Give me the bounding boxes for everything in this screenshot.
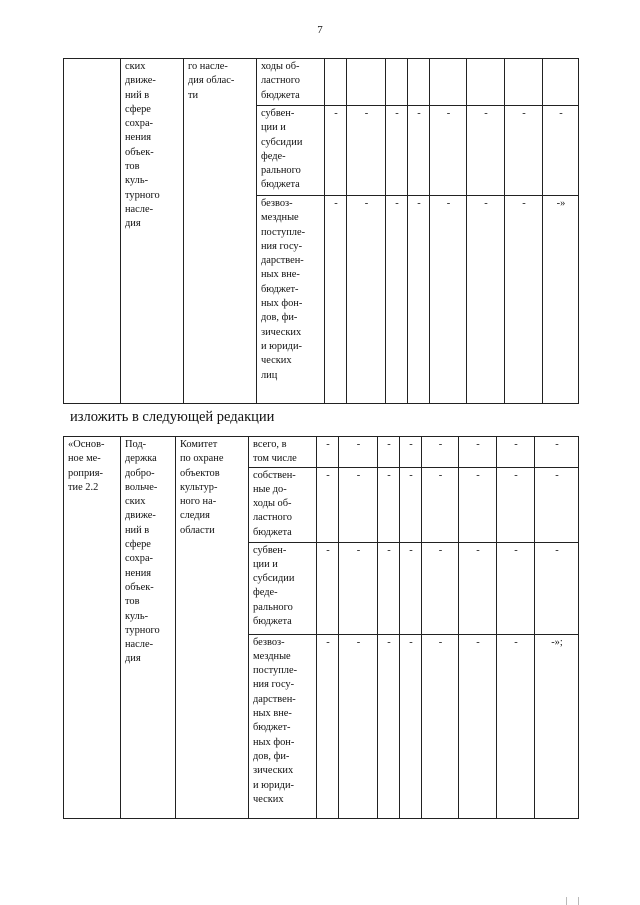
cell-line: ских bbox=[125, 496, 146, 508]
cell-line: Под- bbox=[125, 439, 147, 450]
budget-table-new-edition bbox=[63, 436, 579, 819]
cell-line: куль- bbox=[125, 610, 149, 622]
cell-line: движе- bbox=[125, 75, 156, 87]
cell-line: объек- bbox=[125, 146, 154, 158]
cell-line: мездные bbox=[253, 650, 291, 662]
cell-line: «Основ- bbox=[68, 439, 105, 450]
cell-line: бюджета bbox=[261, 179, 300, 191]
cell-line: насле- bbox=[125, 639, 154, 651]
cell-line: тов bbox=[125, 596, 140, 608]
value-cell: - bbox=[378, 437, 400, 468]
executor-cell bbox=[176, 437, 249, 819]
cell-line: дарствен- bbox=[261, 255, 304, 267]
value-cell: - bbox=[325, 106, 347, 196]
value-cell: - bbox=[422, 437, 459, 468]
value-cell: - bbox=[347, 196, 386, 404]
cell-line: ния госу- bbox=[261, 240, 303, 252]
value-cell: - bbox=[422, 634, 459, 818]
cell-line: зических bbox=[261, 326, 302, 338]
value-cell: - bbox=[378, 542, 400, 634]
activity-name-cell bbox=[121, 59, 184, 404]
cell-line: рального bbox=[261, 165, 301, 177]
cell-line: ходы об- bbox=[253, 498, 292, 510]
cell-line: Комитет bbox=[180, 439, 218, 450]
value-cell: - bbox=[535, 437, 579, 468]
cell-line: лиц bbox=[261, 369, 278, 381]
value-cell bbox=[325, 59, 347, 106]
cell-line: собствен- bbox=[253, 469, 296, 481]
cell-line: ных фон- bbox=[261, 298, 303, 310]
cell-line: дарствен- bbox=[253, 693, 296, 705]
value-cell bbox=[386, 59, 408, 106]
cell-line: бюджета bbox=[253, 616, 292, 628]
value-cell: - bbox=[467, 196, 505, 404]
value-cell bbox=[347, 59, 386, 106]
cell-line: бюджета bbox=[261, 89, 300, 101]
cell-line: нения bbox=[125, 567, 152, 579]
funding-source-cell bbox=[249, 634, 317, 818]
cell-line: безвоз- bbox=[261, 198, 293, 209]
cell-line: ходы об- bbox=[261, 61, 300, 72]
cell-line: ных вне- bbox=[261, 269, 300, 281]
cell-line: субвен- bbox=[253, 544, 287, 556]
value-cell: - bbox=[347, 106, 386, 196]
cell-line: области bbox=[180, 524, 215, 536]
cell-line: тов bbox=[125, 161, 140, 173]
cell-line: бюджет- bbox=[261, 283, 299, 295]
funding-source-cell bbox=[249, 437, 317, 468]
value-cell: - bbox=[339, 542, 378, 634]
funding-source-cell bbox=[257, 59, 325, 106]
cell-line: субсидии bbox=[261, 136, 303, 148]
cell-line: ных фон- bbox=[253, 736, 295, 748]
value-cell: - bbox=[400, 542, 422, 634]
cell-line: ного на- bbox=[180, 496, 217, 508]
cell-line: и юриди- bbox=[253, 779, 294, 791]
value-cell bbox=[505, 59, 543, 106]
event-name-cell bbox=[64, 437, 121, 819]
funding-source-cell bbox=[257, 106, 325, 196]
edition-caption: изложить в следующей редакции bbox=[70, 409, 275, 425]
cell-line: бюджет- bbox=[253, 722, 291, 734]
value-cell bbox=[408, 59, 430, 106]
executor-cell bbox=[184, 59, 257, 404]
value-cell: - bbox=[400, 467, 422, 542]
value-cell: - bbox=[467, 106, 505, 196]
cell-line: объектов bbox=[180, 467, 220, 479]
cell-line: всего, в bbox=[253, 439, 287, 450]
funding-source-cell bbox=[249, 467, 317, 542]
value-cell: - bbox=[317, 634, 339, 818]
cell-line: ции и bbox=[261, 122, 286, 134]
value-cell: - bbox=[325, 196, 347, 404]
value-cell: - bbox=[378, 467, 400, 542]
value-cell: - bbox=[386, 196, 408, 404]
cell-line: ческих bbox=[261, 355, 292, 367]
value-cell: - bbox=[505, 106, 543, 196]
value-cell: - bbox=[505, 196, 543, 404]
cell-line: ти bbox=[188, 89, 199, 101]
value-cell: -»; bbox=[535, 634, 579, 818]
cell-line: ции и bbox=[253, 558, 278, 570]
cell-line: субвен- bbox=[261, 108, 295, 119]
value-cell bbox=[467, 59, 505, 106]
cell-line: турного bbox=[125, 189, 160, 201]
cell-line: вольче- bbox=[125, 481, 158, 493]
cell-line: дов, фи- bbox=[253, 750, 290, 762]
value-cell: - bbox=[400, 437, 422, 468]
cell-line: дия bbox=[125, 653, 141, 665]
cell-line: культур- bbox=[180, 481, 218, 493]
value-cell: - bbox=[317, 467, 339, 542]
cell-line: ные до- bbox=[253, 483, 287, 495]
value-cell: - bbox=[535, 542, 579, 634]
cell-line: сфере bbox=[125, 103, 151, 115]
cell-line: по охране bbox=[180, 453, 224, 465]
cell-line: движе- bbox=[125, 510, 156, 522]
cell-line: мездные bbox=[261, 212, 299, 224]
value-cell bbox=[543, 59, 579, 106]
cell-line: объек- bbox=[125, 581, 154, 593]
event-name-cell bbox=[64, 59, 121, 404]
value-cell: - bbox=[535, 467, 579, 542]
activity-name-cell bbox=[121, 437, 176, 819]
cell-line: и юриди- bbox=[261, 340, 302, 352]
value-cell: - bbox=[339, 437, 378, 468]
cell-line: ских bbox=[125, 61, 146, 72]
value-cell bbox=[430, 59, 467, 106]
cell-line: ное ме- bbox=[68, 453, 101, 465]
value-cell: - bbox=[400, 634, 422, 818]
value-cell: - bbox=[459, 542, 497, 634]
value-cell: - bbox=[422, 467, 459, 542]
value-cell: - bbox=[317, 437, 339, 468]
cell-line: нения bbox=[125, 132, 152, 144]
cell-line: ластного bbox=[253, 512, 292, 524]
value-cell: - bbox=[422, 542, 459, 634]
funding-source-cell bbox=[249, 542, 317, 634]
cell-line: субсидии bbox=[253, 573, 295, 585]
budget-table-old-edition bbox=[63, 58, 579, 404]
value-cell: - bbox=[497, 437, 535, 468]
cell-line: ний в bbox=[125, 524, 150, 536]
cell-line: держка bbox=[125, 453, 157, 465]
cell-line: феде- bbox=[261, 150, 286, 162]
cell-line: рального bbox=[253, 601, 293, 613]
value-cell: - bbox=[317, 542, 339, 634]
value-cell: - bbox=[497, 634, 535, 818]
value-cell: - bbox=[386, 106, 408, 196]
cell-line: поступле- bbox=[261, 226, 306, 238]
footer-marks: | | bbox=[566, 896, 584, 905]
page-number: 7 bbox=[317, 24, 323, 36]
cell-line: ния госу- bbox=[253, 679, 295, 691]
value-cell: - bbox=[339, 634, 378, 818]
cell-line: ластного bbox=[261, 75, 300, 87]
value-cell: - bbox=[497, 467, 535, 542]
value-cell: -» bbox=[543, 196, 579, 404]
value-cell: - bbox=[543, 106, 579, 196]
value-cell: - bbox=[339, 467, 378, 542]
cell-line: сохра- bbox=[125, 118, 154, 130]
funding-source-cell bbox=[257, 196, 325, 404]
cell-line: поступле- bbox=[253, 665, 298, 677]
value-cell: - bbox=[408, 196, 430, 404]
value-cell: - bbox=[459, 634, 497, 818]
value-cell: - bbox=[378, 634, 400, 818]
value-cell: - bbox=[430, 106, 467, 196]
cell-line: бюджета bbox=[253, 526, 292, 538]
cell-line: зических bbox=[253, 765, 294, 777]
cell-line: ний в bbox=[125, 89, 150, 101]
cell-line: дия bbox=[125, 218, 141, 230]
cell-line: го насле- bbox=[188, 61, 228, 72]
value-cell: - bbox=[408, 106, 430, 196]
cell-line: сохра- bbox=[125, 553, 154, 565]
cell-line: феде- bbox=[253, 587, 278, 599]
cell-line: дов, фи- bbox=[261, 312, 298, 324]
cell-line: куль- bbox=[125, 175, 149, 187]
cell-line: насле- bbox=[125, 203, 154, 215]
cell-line: дия облас- bbox=[188, 75, 235, 87]
value-cell: - bbox=[430, 196, 467, 404]
cell-line: роприя- bbox=[68, 467, 103, 479]
cell-line: ных вне- bbox=[253, 708, 292, 720]
value-cell: - bbox=[497, 542, 535, 634]
value-cell: - bbox=[459, 437, 497, 468]
value-cell: - bbox=[459, 467, 497, 542]
cell-line: том числе bbox=[253, 453, 297, 465]
cell-line: сфере bbox=[125, 539, 151, 551]
cell-line: ческих bbox=[253, 793, 284, 805]
cell-line: турного bbox=[125, 624, 160, 636]
cell-line: следия bbox=[180, 510, 210, 522]
cell-line: тие 2.2 bbox=[68, 481, 99, 493]
cell-line: добро- bbox=[125, 467, 155, 479]
cell-line: безвоз- bbox=[253, 636, 285, 648]
